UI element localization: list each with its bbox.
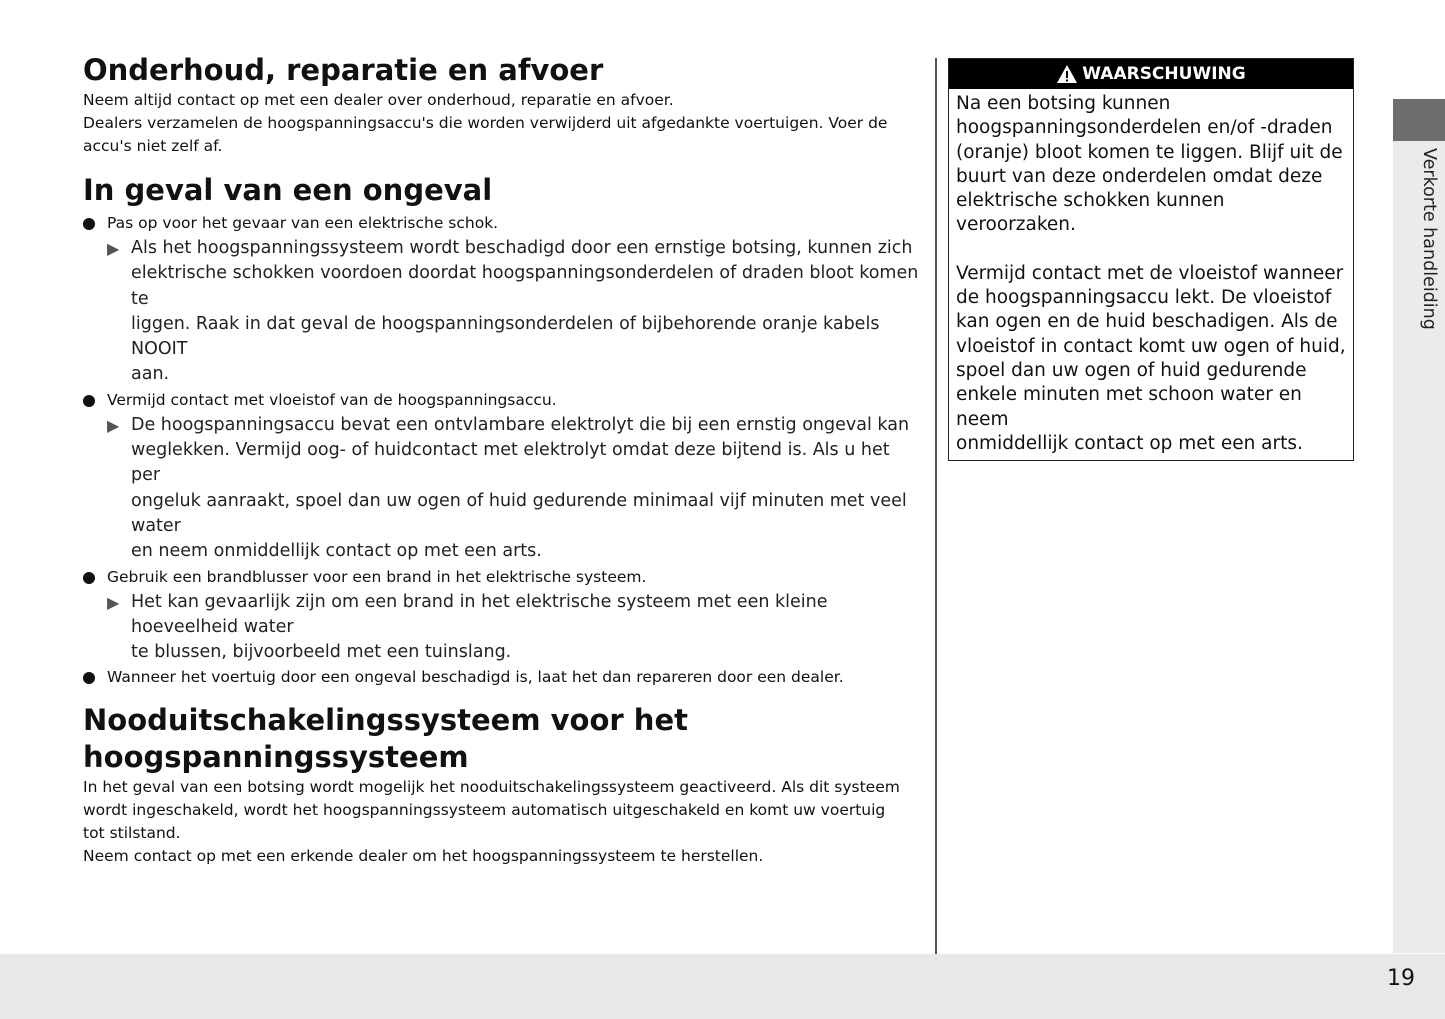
- emergency-text: [83, 776, 923, 868]
- warning-line: (oranje) bloot komen te liggen. Blijf uit de: [956, 141, 1343, 163]
- chapter-tab[interactable]: [1393, 99, 1445, 141]
- warning-line: enkele minuten met schoon water en neem: [956, 384, 1302, 430]
- warning-line: elektrische schokken kunnen veroorzaken.: [956, 190, 1225, 236]
- warning-triangle-icon: [1056, 64, 1078, 84]
- emergency-line: wordt ingeschakeld, wordt het hoogspanningssysteem automatisch uitgeschakeld en komt uw voertuig: [83, 801, 886, 820]
- bullet-icon: [83, 395, 95, 407]
- sub-text-line: liggen. Raak in dat geval de hoogspanningsonderdelen of bijbehorende oranje kabels NOOIT: [131, 313, 880, 360]
- warning-line: kan ogen en de huid beschadigen. Als de: [956, 311, 1338, 333]
- sub-text-line: De hoogspanningsaccu bevat een ontvlambare elektrolyt die bij een ernstig ongeval kan: [131, 414, 910, 435]
- warning-line: spoel dan uw ogen of huid gedurende: [956, 359, 1307, 381]
- warning-line: onmiddellijk contact op met een arts.: [956, 432, 1303, 454]
- maintenance-line: accu's niet zelf af.: [83, 137, 223, 155]
- warning-line: Na een botsing kunnen: [956, 93, 1171, 114]
- heading-emergency-shutdown: [83, 702, 923, 776]
- maintenance-line: Dealers verzamelen de hoogspanningsaccu's die worden verwijderd uit afgedankte voertuigen. Voer de: [83, 114, 888, 132]
- maintenance-text: [83, 89, 923, 158]
- emergency-line: Neem contact op met een erkende dealer om het hoogspanningssysteem te herstellen.: [83, 847, 764, 866]
- bullet-text: Vermijd contact met vloeistof van de hoogspanningsaccu.: [107, 390, 557, 409]
- list-item: [83, 565, 923, 666]
- bullet-icon: [83, 672, 95, 684]
- bullet-icon: [83, 572, 95, 584]
- warning-label: WAARSCHUWING: [1082, 64, 1246, 84]
- arrow-right-icon: ▶: [107, 239, 120, 258]
- page-footer: [0, 954, 1445, 1019]
- sub-text-line: elektrische schokken voordoen doordat hoogspanningsonderdelen of draden bloot komen te: [131, 263, 919, 309]
- column-divider: [935, 58, 937, 954]
- chapter-label[interactable]: Verkorte handleiding: [1419, 148, 1439, 330]
- warning-paragraph: [956, 262, 1346, 456]
- heading-accident: In geval van een ongeval: [83, 173, 493, 207]
- sub-text-line: Als het hoogspanningssysteem wordt beschadigd door een ernstige botsing, kunnen zich: [131, 238, 913, 258]
- heading-line: hoogspanningssysteem: [83, 740, 469, 775]
- warning-line: vloeistof in contact komt uw ogen of huid,: [956, 335, 1346, 357]
- warning-line: buurt van deze onderdelen omdat deze: [956, 165, 1323, 187]
- warning-body: [949, 89, 1353, 460]
- warning-line: de hoogspanningsaccu lekt. De vloeistof: [956, 287, 1332, 309]
- heading-line: Nooduitschakelingssysteem voor het: [83, 703, 688, 738]
- bullet-icon: [83, 218, 95, 230]
- warning-line: Vermijd contact met de vloeistof wanneer: [956, 262, 1344, 284]
- warning-header: [949, 59, 1353, 89]
- warning-box: [948, 58, 1354, 461]
- sub-text-line: aan.: [131, 364, 170, 385]
- arrow-right-icon: ▶: [107, 592, 120, 612]
- sub-text-line: te blussen, bijvoorbeeld met een tuinslang.: [131, 642, 512, 663]
- sub-text-line: weglekken. Vermijd oog- of huidcontact met elektrolyt omdat deze bijtend is. Als u het per: [131, 440, 890, 486]
- page-number: 19: [1387, 966, 1415, 991]
- emergency-line: In het geval van een botsing wordt mogelijk het nooduitschakelingssysteem geactiveerd. Als dit systeem: [83, 778, 900, 797]
- arrow-right-icon: ▶: [107, 415, 120, 435]
- list-item: [83, 665, 923, 690]
- emergency-line: tot stilstand.: [83, 824, 181, 843]
- sub-text-line: Het kan gevaarlijk zijn om een brand in het elektrische systeem met een kleine hoeveelheid water: [131, 591, 828, 637]
- main-content: [83, 52, 923, 868]
- list-item: [83, 211, 923, 388]
- bullet-text: Gebruik een brandblusser voor een brand in het elektrische systeem.: [107, 567, 647, 586]
- bullet-text: Pas op voor het gevaar van een elektrische schok.: [107, 214, 499, 232]
- bullet-text: Wanneer het voertuig door een ongeval beschadigd is, laat het dan repareren door een dealer.: [107, 668, 844, 687]
- maintenance-line: Neem altijd contact op met een dealer over onderhoud, reparatie en afvoer.: [83, 91, 674, 109]
- warning-paragraph: [956, 92, 1346, 238]
- list-item: [83, 388, 923, 565]
- heading-maintenance: Onderhoud, reparatie en afvoer: [83, 53, 604, 87]
- warning-line: hoogspanningsonderdelen en/of -draden: [956, 117, 1333, 139]
- sub-text-line: ongeluk aanraakt, spoel dan uw ogen of huid gedurende minimaal vijf minuten met veel water: [131, 490, 907, 536]
- accident-list: [83, 211, 923, 690]
- sub-text-line: en neem onmiddellijk contact op met een arts.: [131, 541, 542, 562]
